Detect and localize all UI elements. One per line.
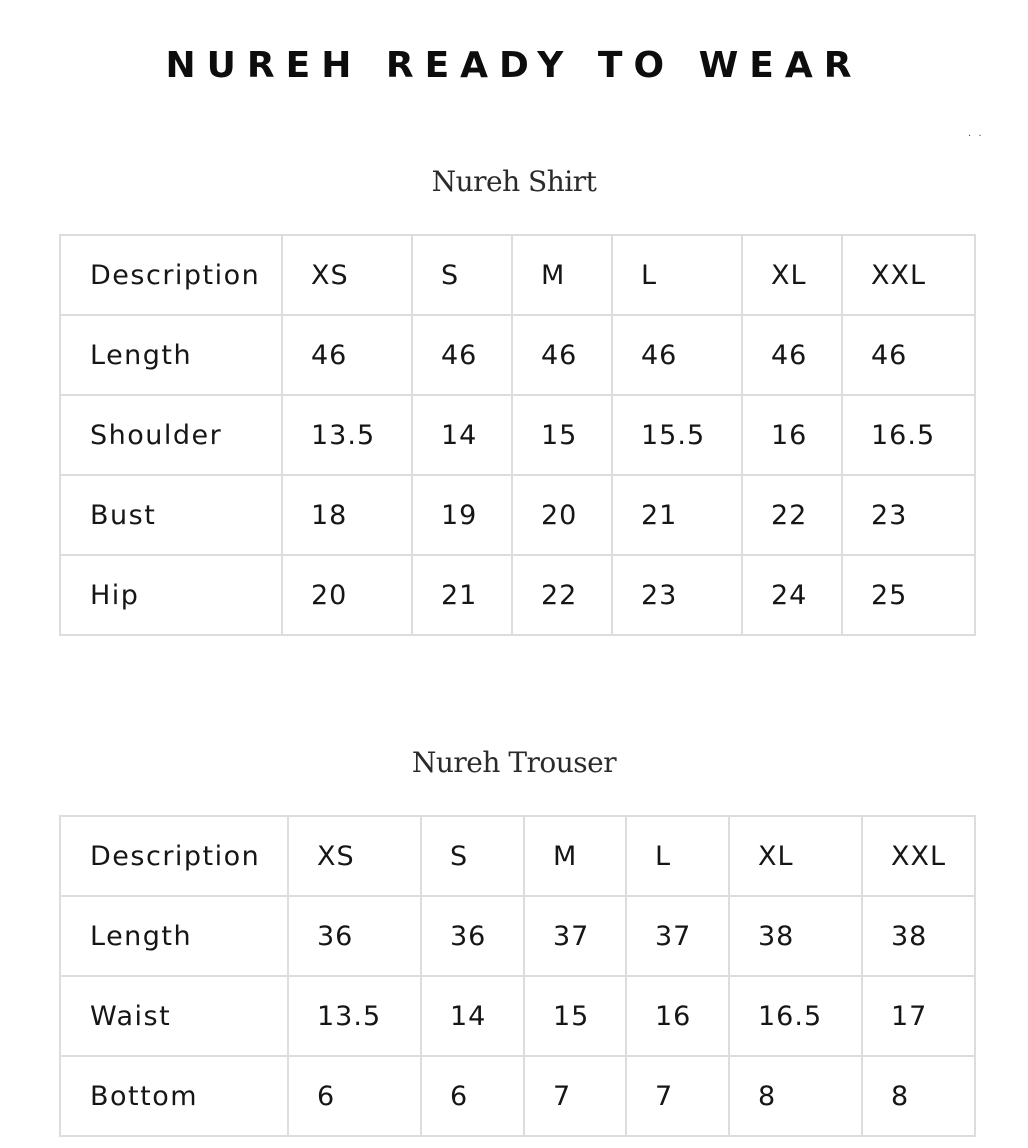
table-cell: 37 [626, 896, 729, 976]
table-cell: 46 [612, 315, 742, 395]
table-cell: 6 [421, 1056, 524, 1136]
table-cell: 16.5 [729, 976, 862, 1056]
page-title: NUREH READY TO WEAR [165, 45, 863, 86]
row-label: Bust [60, 475, 282, 555]
shirt-size-table [59, 234, 976, 636]
table-cell: 37 [524, 896, 626, 976]
corner-mark: . . [968, 128, 984, 139]
table-cell: 46 [512, 315, 612, 395]
table-cell: 46 [412, 315, 512, 395]
column-header: Description [60, 816, 288, 896]
table-cell: 22 [742, 475, 842, 555]
trouser-size-table [59, 815, 976, 1137]
table-row [60, 475, 975, 555]
table-cell: 38 [862, 896, 975, 976]
row-label: Shoulder [60, 395, 282, 475]
table-cell: 24 [742, 555, 842, 635]
table-row [60, 395, 975, 475]
table-row [60, 896, 975, 976]
table-cell: 8 [862, 1056, 975, 1136]
row-label: Length [60, 896, 288, 976]
table-cell: 6 [288, 1056, 421, 1136]
table-cell: 16 [626, 976, 729, 1056]
column-header: S [412, 235, 512, 315]
table-cell: 46 [742, 315, 842, 395]
table-cell: 46 [282, 315, 412, 395]
column-header: Description [60, 235, 282, 315]
row-label: Length [60, 315, 282, 395]
table-row [60, 315, 975, 395]
row-label: Bottom [60, 1056, 288, 1136]
table-row [60, 976, 975, 1056]
column-header: XS [282, 235, 412, 315]
table-cell: 14 [421, 976, 524, 1056]
table-cell: 13.5 [288, 976, 421, 1056]
table-cell: 7 [524, 1056, 626, 1136]
row-label: Hip [60, 555, 282, 635]
column-header: XS [288, 816, 421, 896]
table-row [60, 555, 975, 635]
table-cell: 36 [421, 896, 524, 976]
table-cell: 20 [282, 555, 412, 635]
table-cell: 38 [729, 896, 862, 976]
column-header: L [612, 235, 742, 315]
table-cell: 21 [412, 555, 512, 635]
table-cell: 23 [842, 475, 975, 555]
table-cell: 46 [842, 315, 975, 395]
table-row [60, 1056, 975, 1136]
trouser-table-title: Nureh Trouser [411, 746, 617, 779]
shirt-table-title: Nureh Shirt [431, 165, 597, 198]
table-cell: 25 [842, 555, 975, 635]
table-cell: 23 [612, 555, 742, 635]
table-cell: 17 [862, 976, 975, 1056]
column-header: M [524, 816, 626, 896]
table-cell: 21 [612, 475, 742, 555]
table-cell: 14 [412, 395, 512, 475]
table-cell: 15.5 [612, 395, 742, 475]
table-cell: 22 [512, 555, 612, 635]
table-header-row [60, 235, 975, 315]
table-cell: 18 [282, 475, 412, 555]
table-header-row [60, 816, 975, 896]
column-header: S [421, 816, 524, 896]
column-header: XL [742, 235, 842, 315]
column-header: M [512, 235, 612, 315]
table-cell: 19 [412, 475, 512, 555]
row-label: Waist [60, 976, 288, 1056]
table-cell: 13.5 [282, 395, 412, 475]
column-header: L [626, 816, 729, 896]
table-cell: 16 [742, 395, 842, 475]
table-cell: 15 [524, 976, 626, 1056]
column-header: XL [729, 816, 862, 896]
table-cell: 20 [512, 475, 612, 555]
table-cell: 36 [288, 896, 421, 976]
table-cell: 16.5 [842, 395, 975, 475]
table-cell: 8 [729, 1056, 862, 1136]
table-cell: 15 [512, 395, 612, 475]
column-header: XXL [862, 816, 975, 896]
column-header: XXL [842, 235, 975, 315]
table-cell: 7 [626, 1056, 729, 1136]
